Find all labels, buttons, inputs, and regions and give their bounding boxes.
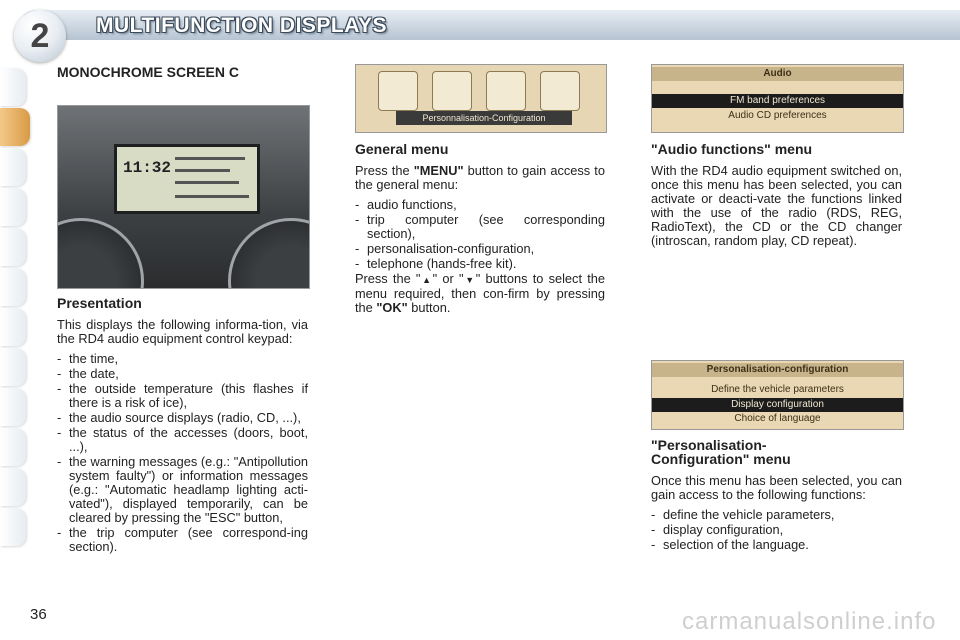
lcd-line bbox=[175, 195, 249, 198]
list-item: - the time, bbox=[57, 352, 308, 366]
display-clock: 11:32 bbox=[123, 159, 172, 177]
chapter-tab[interactable] bbox=[0, 188, 26, 226]
personalisation-list bbox=[651, 508, 902, 552]
chapter-tab[interactable] bbox=[0, 268, 26, 306]
text-run: button to gain access to the general menu: bbox=[355, 163, 605, 192]
chapter-tab[interactable] bbox=[0, 468, 26, 506]
general-menu-screen bbox=[355, 64, 607, 133]
phone-icon bbox=[540, 71, 580, 111]
section-title: MULTIFUNCTION DISPLAYS bbox=[96, 14, 388, 37]
chapter-tab[interactable] bbox=[0, 388, 26, 426]
screen-heading: MONOCHROME SCREEN C bbox=[57, 64, 240, 80]
title-line: Configuration" menu bbox=[651, 451, 791, 467]
personalisation-title bbox=[651, 438, 902, 466]
text-run: Press the bbox=[355, 163, 414, 178]
text-run: " buttons to select the menu required, then con-firm by pressing the bbox=[355, 271, 605, 315]
left-gauge bbox=[57, 218, 144, 289]
menu-title: Audio bbox=[652, 67, 903, 81]
lcd-line bbox=[175, 169, 230, 172]
list-item: - the warning messages (e.g.: "Antipollution system faulty") or information messages (e.g.: "Automatic headlamp lighting acti-vated"), displayed temporarily, can be cleared by pressing the "ESC" button, bbox=[57, 455, 308, 525]
general-menu-intro bbox=[355, 164, 605, 192]
text-run: " or " bbox=[432, 271, 464, 286]
chapter-tab[interactable] bbox=[0, 308, 26, 346]
ok-button-label: "OK" bbox=[376, 300, 408, 315]
audio-menu-screen bbox=[651, 64, 904, 133]
list-item: - the outside temperature (this flashes if there is a risk of ice), bbox=[57, 382, 308, 410]
dashboard-photo bbox=[57, 105, 310, 289]
right-gauge bbox=[228, 218, 310, 289]
menu-button-label: "MENU" bbox=[413, 163, 464, 178]
personalisation-menu-screen bbox=[651, 360, 904, 430]
general-menu-list bbox=[355, 198, 605, 271]
multifunction-display bbox=[114, 144, 260, 214]
text-run: button. bbox=[407, 300, 451, 315]
personalisation-section bbox=[651, 438, 902, 553]
list-item: - audio functions, bbox=[355, 198, 605, 212]
list-item: - the date, bbox=[57, 367, 308, 381]
presentation-intro: This displays the following informa-tion, via the RD4 audio equipment control keypad: bbox=[57, 317, 308, 346]
fuel-pump-icon bbox=[432, 71, 472, 111]
list-item: - personalisation-configuration, bbox=[355, 242, 605, 256]
menu-row: Audio CD preferences bbox=[728, 110, 827, 121]
chapter-tab[interactable] bbox=[0, 428, 26, 466]
chapter-tab-active[interactable] bbox=[0, 108, 30, 146]
audio-functions-section bbox=[651, 142, 902, 254]
chapter-tab[interactable] bbox=[0, 148, 26, 186]
chapter-tab[interactable] bbox=[0, 348, 26, 386]
watermark: carmanualsonline.info bbox=[682, 608, 937, 635]
lcd-line bbox=[175, 157, 245, 160]
personalisation-intro: Once this menu has been selected, you can gain access to the following functions: bbox=[651, 473, 902, 502]
list-item: - display configuration, bbox=[651, 523, 902, 537]
title-line: "Personalisation- bbox=[651, 437, 767, 453]
text-run: Press the " bbox=[355, 271, 421, 286]
list-item: - the audio source displays (radio, CD, ...), bbox=[57, 411, 308, 425]
up-arrow-icon: ▲ bbox=[420, 275, 433, 285]
menu-row-selected: Display configuration bbox=[652, 398, 903, 412]
list-item: - telephone (hands-free kit). bbox=[355, 257, 605, 271]
general-menu-instructions bbox=[355, 272, 605, 315]
down-arrow-icon: ▼ bbox=[463, 275, 476, 285]
list-item: - the trip computer (see correspond-ing section). bbox=[57, 526, 308, 554]
menu-row-selected: FM band preferences bbox=[652, 94, 903, 108]
list-item: - selection of the language. bbox=[651, 538, 902, 552]
chapter-badge: 2 bbox=[14, 10, 66, 62]
list-item: - the status of the accesses (doors, boot, ...), bbox=[57, 426, 308, 454]
general-menu-title: General menu bbox=[355, 141, 449, 157]
page-number: 36 bbox=[30, 606, 47, 623]
audio-functions-title: "Audio functions" menu bbox=[651, 141, 813, 157]
menu-row: Choice of language bbox=[734, 413, 821, 424]
chapter-tab[interactable] bbox=[0, 68, 26, 106]
general-menu-section bbox=[355, 142, 605, 321]
chapter-tab[interactable] bbox=[0, 508, 26, 546]
chapter-tabs bbox=[0, 68, 34, 548]
presentation-section bbox=[57, 296, 308, 555]
list-item: - define the vehicle parameters, bbox=[651, 508, 902, 522]
menu-row: Define the vehicle parameters bbox=[711, 384, 844, 395]
menu-title: Personalisation-configuration bbox=[652, 363, 903, 377]
list-item: - trip computer (see corresponding section), bbox=[355, 213, 605, 241]
page-header bbox=[0, 0, 960, 55]
audio-icon bbox=[378, 71, 418, 111]
presentation-title: Presentation bbox=[57, 295, 142, 311]
presentation-list bbox=[57, 352, 308, 554]
lcd-line bbox=[175, 181, 239, 184]
menu-selection-bar: Personnalisation-Configuration bbox=[396, 111, 572, 125]
chapter-tab[interactable] bbox=[0, 228, 26, 266]
audio-functions-text: With the RD4 audio equipment switched on, once this menu has been selected, you can activate or deacti-vate the functions linked with the use of the radio (RDS, REG, RadioText), the CD or the CD changer (introscan, random play, CD repeat). bbox=[651, 163, 902, 248]
settings-icon bbox=[486, 71, 526, 111]
